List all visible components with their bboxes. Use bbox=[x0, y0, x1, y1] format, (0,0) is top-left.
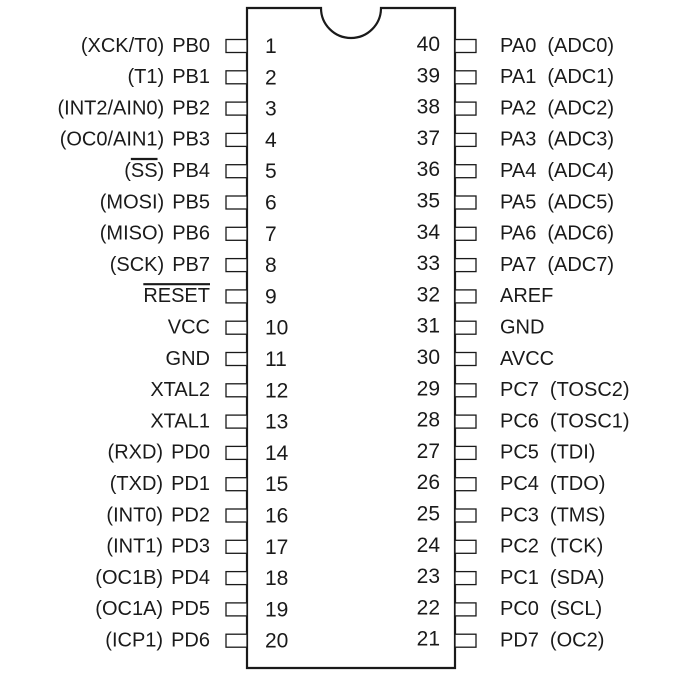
pin-number: 35 bbox=[416, 189, 440, 213]
pin-name: PD4 bbox=[171, 566, 210, 589]
pin-lead bbox=[455, 478, 476, 491]
pin-lead bbox=[455, 40, 476, 53]
pin-alt-function: (SDA) bbox=[549, 566, 605, 589]
pin-lead bbox=[455, 540, 476, 553]
pin-number: 40 bbox=[416, 33, 440, 57]
pin-lead bbox=[226, 603, 247, 616]
pin-lead bbox=[226, 165, 247, 178]
pin-alt-function: (TXD) bbox=[109, 472, 164, 495]
pin-number: 13 bbox=[265, 410, 289, 434]
pin-name: PC6 bbox=[500, 410, 539, 433]
pin-number: 12 bbox=[265, 379, 289, 403]
pin-number: 11 bbox=[265, 348, 287, 372]
pin-name: AREF bbox=[500, 285, 554, 308]
pin-number: 38 bbox=[416, 95, 440, 119]
pin-lead bbox=[226, 540, 247, 553]
pin-lead bbox=[455, 71, 476, 84]
pin-lead bbox=[226, 290, 247, 303]
pin-name: PB7 bbox=[172, 253, 210, 276]
pin-lead bbox=[226, 227, 247, 240]
pin-name: PD5 bbox=[171, 598, 210, 621]
pin-name: PB3 bbox=[172, 128, 210, 151]
pin-name: PD6 bbox=[171, 629, 210, 652]
pin-name: PA3 bbox=[500, 128, 537, 151]
pin-number: 33 bbox=[416, 252, 440, 276]
pin-row-left bbox=[150, 410, 288, 433]
pin-name: PB0 bbox=[172, 34, 210, 57]
pin-lead bbox=[455, 259, 476, 272]
pin-number: 3 bbox=[265, 97, 277, 121]
pin-alt-function: (XCK/T0) bbox=[80, 34, 165, 57]
pin-name: RESET bbox=[143, 285, 210, 308]
pin-lead bbox=[455, 321, 476, 334]
pin-number: 1 bbox=[265, 35, 277, 59]
pin-name: PD3 bbox=[171, 535, 210, 558]
pin-lead bbox=[455, 572, 476, 585]
pin-number: 6 bbox=[265, 191, 277, 215]
pin-number: 22 bbox=[416, 596, 440, 620]
pin-name: PA6 bbox=[500, 222, 537, 245]
pin-lead bbox=[455, 227, 476, 240]
pin-lead bbox=[226, 509, 247, 522]
pin-alt-function: (OC0/AIN1) bbox=[59, 128, 165, 151]
pin-number: 24 bbox=[416, 533, 440, 557]
pin-name: GND bbox=[500, 316, 545, 339]
pin-name: PA7 bbox=[500, 253, 537, 276]
pin-name: PC7 bbox=[500, 379, 539, 402]
pin-lead bbox=[455, 133, 476, 146]
pin-lead bbox=[455, 353, 476, 366]
pin-alt-function: (ADC5) bbox=[547, 191, 614, 214]
pin-name: PD1 bbox=[171, 472, 210, 495]
pin-alt-function: (TCK) bbox=[549, 535, 604, 558]
pin-name: PD0 bbox=[171, 441, 210, 464]
pin-alt-function: (TDO) bbox=[549, 472, 606, 495]
pin-name: PB4 bbox=[172, 159, 210, 182]
pin-alt-function: (MOSI) bbox=[99, 191, 165, 214]
pin-number: 37 bbox=[416, 126, 440, 150]
pin-name: PA5 bbox=[500, 191, 537, 214]
pin-row-left bbox=[60, 129, 277, 152]
pin-lead bbox=[455, 196, 476, 209]
pin-number: 39 bbox=[416, 64, 440, 88]
pin-alt-function: (TMS) bbox=[549, 504, 606, 527]
pin-name: XTAL2 bbox=[150, 379, 210, 402]
pin-name: PD7 bbox=[500, 629, 539, 652]
pin-name: PC1 bbox=[500, 566, 539, 589]
pin-lead bbox=[455, 102, 476, 115]
pin-row-right bbox=[417, 346, 554, 370]
pin-number: 26 bbox=[416, 471, 440, 495]
pin-alt-function: (TOSC1) bbox=[549, 410, 630, 433]
pin-lead bbox=[226, 102, 247, 115]
pin-number: 7 bbox=[265, 222, 277, 246]
pin-lead bbox=[226, 40, 247, 53]
pin-number: 32 bbox=[416, 283, 440, 307]
pin-number: 21 bbox=[416, 627, 440, 651]
pin-name: PD2 bbox=[171, 504, 210, 527]
pin-lead bbox=[226, 384, 247, 397]
pin-row-left bbox=[58, 97, 277, 120]
pin-name: PC0 bbox=[500, 598, 539, 621]
pin-lead bbox=[226, 572, 247, 585]
pin-lead bbox=[455, 446, 476, 459]
pin-lead bbox=[226, 196, 247, 209]
pin-number: 30 bbox=[416, 346, 440, 370]
pin-number: 31 bbox=[416, 314, 440, 338]
pin-number: 14 bbox=[265, 441, 289, 465]
pin-number: 27 bbox=[416, 439, 440, 463]
pin-number: 19 bbox=[265, 598, 289, 622]
pin-alt-function: (ADC6) bbox=[547, 222, 614, 245]
pin-name: PA2 bbox=[500, 97, 537, 120]
pin-lead bbox=[226, 321, 247, 334]
pin-name: PC2 bbox=[500, 535, 539, 558]
pin-number: 28 bbox=[416, 408, 440, 432]
pin-lead bbox=[226, 634, 247, 647]
pin-name: PA4 bbox=[500, 159, 537, 182]
pin-row-left bbox=[166, 348, 287, 371]
pin-number: 36 bbox=[416, 158, 440, 182]
pin-alt-function: (ADC2) bbox=[547, 97, 614, 120]
pin-number: 5 bbox=[265, 160, 277, 184]
pin-alt-function: (SCL) bbox=[549, 598, 603, 621]
pin-number: 17 bbox=[265, 535, 289, 559]
pin-number: 29 bbox=[416, 377, 440, 401]
pin-lead bbox=[226, 133, 247, 146]
pin-name: PA0 bbox=[500, 34, 537, 57]
pin-name: XTAL1 bbox=[150, 410, 210, 433]
pin-lead bbox=[455, 290, 476, 303]
pin-name: PB1 bbox=[172, 66, 210, 89]
pin-lead bbox=[226, 415, 247, 428]
pin-alt-function: (INT2/AIN0) bbox=[57, 97, 165, 120]
pin-name: PA1 bbox=[500, 66, 537, 89]
pin-alt-function: (ADC4) bbox=[547, 159, 614, 182]
pin-row-right bbox=[417, 283, 554, 307]
pin-lead bbox=[455, 415, 476, 428]
pin-name: PB2 bbox=[172, 97, 210, 120]
pin-alt-function: (RXD) bbox=[107, 441, 164, 464]
pin-alt-function: (T1) bbox=[127, 66, 165, 89]
pin-alt-function: (OC1A) bbox=[95, 598, 164, 621]
pin-alt-function: (OC1B) bbox=[95, 566, 164, 589]
pin-number: 16 bbox=[265, 504, 289, 528]
pin-alt-function: (INT1) bbox=[106, 535, 164, 558]
pin-lead bbox=[226, 353, 247, 366]
pin-lead bbox=[455, 634, 476, 647]
pin-row-left bbox=[168, 316, 289, 339]
pin-number: 34 bbox=[416, 220, 440, 244]
pin-name: PC3 bbox=[500, 504, 539, 527]
pin-lead bbox=[226, 446, 247, 459]
pin-name: VCC bbox=[167, 316, 210, 339]
pin-number: 8 bbox=[265, 254, 277, 278]
pin-number: 9 bbox=[265, 285, 277, 309]
pin-number: 15 bbox=[265, 473, 289, 497]
pin-number: 20 bbox=[265, 629, 289, 653]
pin-name: PB6 bbox=[172, 222, 210, 245]
pin-number: 25 bbox=[416, 502, 440, 526]
pin-name: PC4 bbox=[500, 472, 539, 495]
pin-number: 4 bbox=[265, 128, 277, 152]
pin-name: AVCC bbox=[500, 347, 555, 370]
pin-lead bbox=[455, 509, 476, 522]
pin-number: 18 bbox=[265, 567, 289, 591]
pin-lead bbox=[455, 165, 476, 178]
pin-lead bbox=[455, 603, 476, 616]
pin-lead bbox=[226, 259, 247, 272]
pin-alt-function: (ADC0) bbox=[547, 34, 614, 57]
pin-row-left bbox=[150, 379, 288, 402]
pin-alt-function: (MISO) bbox=[99, 222, 165, 245]
pin-alt-function: (SCK) bbox=[109, 253, 165, 276]
pin-alt-function: (OC2) bbox=[549, 629, 605, 652]
pin-alt-function: (ICP1) bbox=[105, 629, 164, 652]
pin-row-right bbox=[417, 315, 545, 339]
pin-number: 23 bbox=[416, 565, 440, 589]
pin-alt-function: (ADC7) bbox=[547, 253, 614, 276]
pin-alt-function: (ADC1) bbox=[547, 66, 614, 89]
pin-alt-function: (TDI) bbox=[549, 441, 596, 464]
pin-lead bbox=[455, 384, 476, 397]
pin-number: 10 bbox=[265, 316, 289, 340]
pin-alt-function: (TOSC2) bbox=[549, 379, 630, 402]
pin-name: PC5 bbox=[500, 441, 539, 464]
pin-name: GND bbox=[165, 347, 210, 370]
pin-alt-function: (INT0) bbox=[106, 504, 164, 527]
pin-number: 2 bbox=[265, 66, 277, 90]
pin-name: PB5 bbox=[172, 191, 210, 214]
pin-lead bbox=[226, 71, 247, 84]
pin-alt-function: (SS) bbox=[124, 159, 165, 182]
pin-alt-function: (ADC3) bbox=[547, 128, 614, 151]
pin-lead bbox=[226, 478, 247, 491]
